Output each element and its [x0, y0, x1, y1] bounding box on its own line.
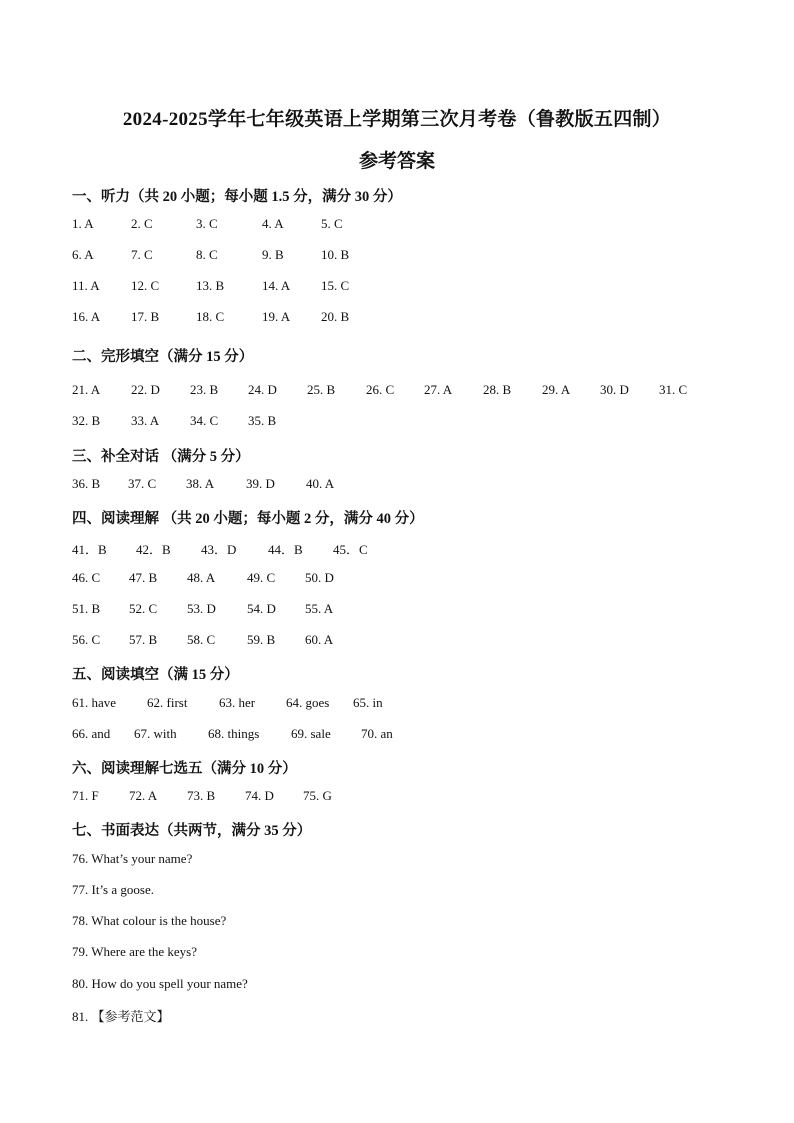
answer-item: 39. D: [246, 476, 275, 491]
writing-answer: 80. How do you spell your name?: [72, 976, 248, 991]
answer-item: 53. D: [187, 601, 216, 616]
answer-item: 31. C: [659, 382, 688, 397]
answer-item: 51. B: [72, 601, 101, 616]
answer-item: 25. B: [307, 382, 336, 397]
answer-item: 21. A: [72, 382, 101, 397]
sample-essay-label: 81. 【参考范文】: [72, 1009, 170, 1024]
answer-item: 19. A: [262, 309, 291, 324]
answer-item: 59. B: [247, 632, 276, 647]
answer-item: 16. A: [72, 309, 101, 324]
writing-answer: 77. It’s a goose.: [72, 882, 154, 897]
answer-item: 24. D: [248, 382, 277, 397]
answer-item: 57. B: [129, 632, 158, 647]
answer-item: 3. C: [196, 216, 218, 231]
answer-item: 67. with: [134, 726, 177, 741]
answer-item: 75. G: [303, 788, 332, 803]
answer-item: 20. B: [321, 309, 350, 324]
answer-item: 72. A: [129, 788, 158, 803]
answer-item: 14. A: [262, 278, 291, 293]
answer-item: 49. C: [247, 570, 276, 585]
answer-item: 28. B: [483, 382, 512, 397]
answer-item: 18. C: [196, 309, 225, 324]
answer-item: 15. C: [321, 278, 350, 293]
answer-item: 2. C: [131, 216, 153, 231]
answer-item: 36. B: [72, 476, 101, 491]
section-cloze-heading: 二、完形填空（满分 15 分）: [72, 349, 254, 365]
answer-item: 38. A: [186, 476, 215, 491]
answer-item: 26. C: [366, 382, 395, 397]
answer-key-heading: 参考答案: [358, 151, 435, 172]
answer-item: 54. D: [247, 601, 276, 616]
answer-item: 43．D: [201, 542, 237, 557]
answer-item: 58. C: [187, 632, 216, 647]
answer-item: 70. an: [361, 726, 393, 741]
answer-item: 68. things: [208, 726, 260, 741]
answer-item: 17. B: [131, 309, 160, 324]
section-listening-heading: 一、听力（共 20 小题；每小题 1.5 分，满分 30 分）: [72, 189, 402, 205]
answer-item: 6. A: [72, 247, 94, 262]
answer-item: 50. D: [305, 570, 334, 585]
answer-item: 71. F: [72, 788, 99, 803]
answer-item: 4. A: [262, 216, 284, 231]
answer-item: 11. A: [72, 278, 100, 293]
answer-item: 1. A: [72, 216, 94, 231]
answer-item: 40. A: [306, 476, 335, 491]
answer-item: 27. A: [424, 382, 453, 397]
answer-item: 56. C: [72, 632, 101, 647]
writing-answer: 76. What’s your name?: [72, 851, 193, 866]
section-dialogue-heading: 三、补全对话 （满分 5 分）: [72, 449, 250, 465]
answer-item: 7. C: [131, 247, 153, 262]
section-reading-heading: 四、阅读理解 （共 20 小题；每小题 2 分，满分 40 分）: [72, 511, 424, 527]
answer-item: 29. A: [542, 382, 571, 397]
answer-item: 64. goes: [286, 695, 330, 710]
section-writing-heading: 七、书面表达（共两节，满分 35 分）: [72, 823, 312, 839]
answer-item: 74. D: [245, 788, 274, 803]
answer-item: 10. B: [321, 247, 350, 262]
answer-item: 45．C: [333, 542, 368, 557]
answer-item: 35. B: [248, 413, 277, 428]
answer-item: 8. C: [196, 247, 218, 262]
section-fill-heading: 五、阅读填空（满 15 分）: [72, 667, 239, 683]
answer-item: 44．B: [268, 542, 303, 557]
answer-item: 52. C: [129, 601, 158, 616]
answer-item: 5. C: [321, 216, 343, 231]
section-seven-five-heading: 六、阅读理解七选五（满分 10 分）: [72, 761, 297, 777]
answer-item: 13. B: [196, 278, 225, 293]
answer-item: 9. B: [262, 247, 284, 262]
answer-item: 62. first: [147, 695, 188, 710]
answer-item: 63. her: [219, 695, 256, 710]
answer-item: 60. A: [305, 632, 334, 647]
answer-item: 47. B: [129, 570, 158, 585]
answer-item: 61. have: [72, 695, 117, 710]
page-title: 2024-2025学年七年级英语上学期第三次月考卷（鲁教版五四制）: [122, 109, 672, 130]
answer-item: 73. B: [187, 788, 216, 803]
answer-item: 55. A: [305, 601, 334, 616]
answer-item: 69. sale: [291, 726, 331, 741]
answer-item: 32. B: [72, 413, 101, 428]
answer-item: 41．B: [72, 542, 107, 557]
answer-item: 42．B: [136, 542, 171, 557]
answer-item: 46. C: [72, 570, 101, 585]
writing-answer: 79. Where are the keys?: [72, 944, 198, 959]
answer-item: 37. C: [128, 476, 157, 491]
answer-item: 34. C: [190, 413, 219, 428]
answer-item: 65. in: [353, 695, 383, 710]
answer-item: 23. B: [190, 382, 219, 397]
answer-item: 22. D: [131, 382, 160, 397]
answer-item: 66. and: [72, 726, 111, 741]
answer-item: 12. C: [131, 278, 160, 293]
answer-item: 33. A: [131, 413, 160, 428]
writing-answer: 78. What colour is the house?: [72, 913, 227, 928]
answer-item: 48. A: [187, 570, 216, 585]
answer-item: 30. D: [600, 382, 629, 397]
